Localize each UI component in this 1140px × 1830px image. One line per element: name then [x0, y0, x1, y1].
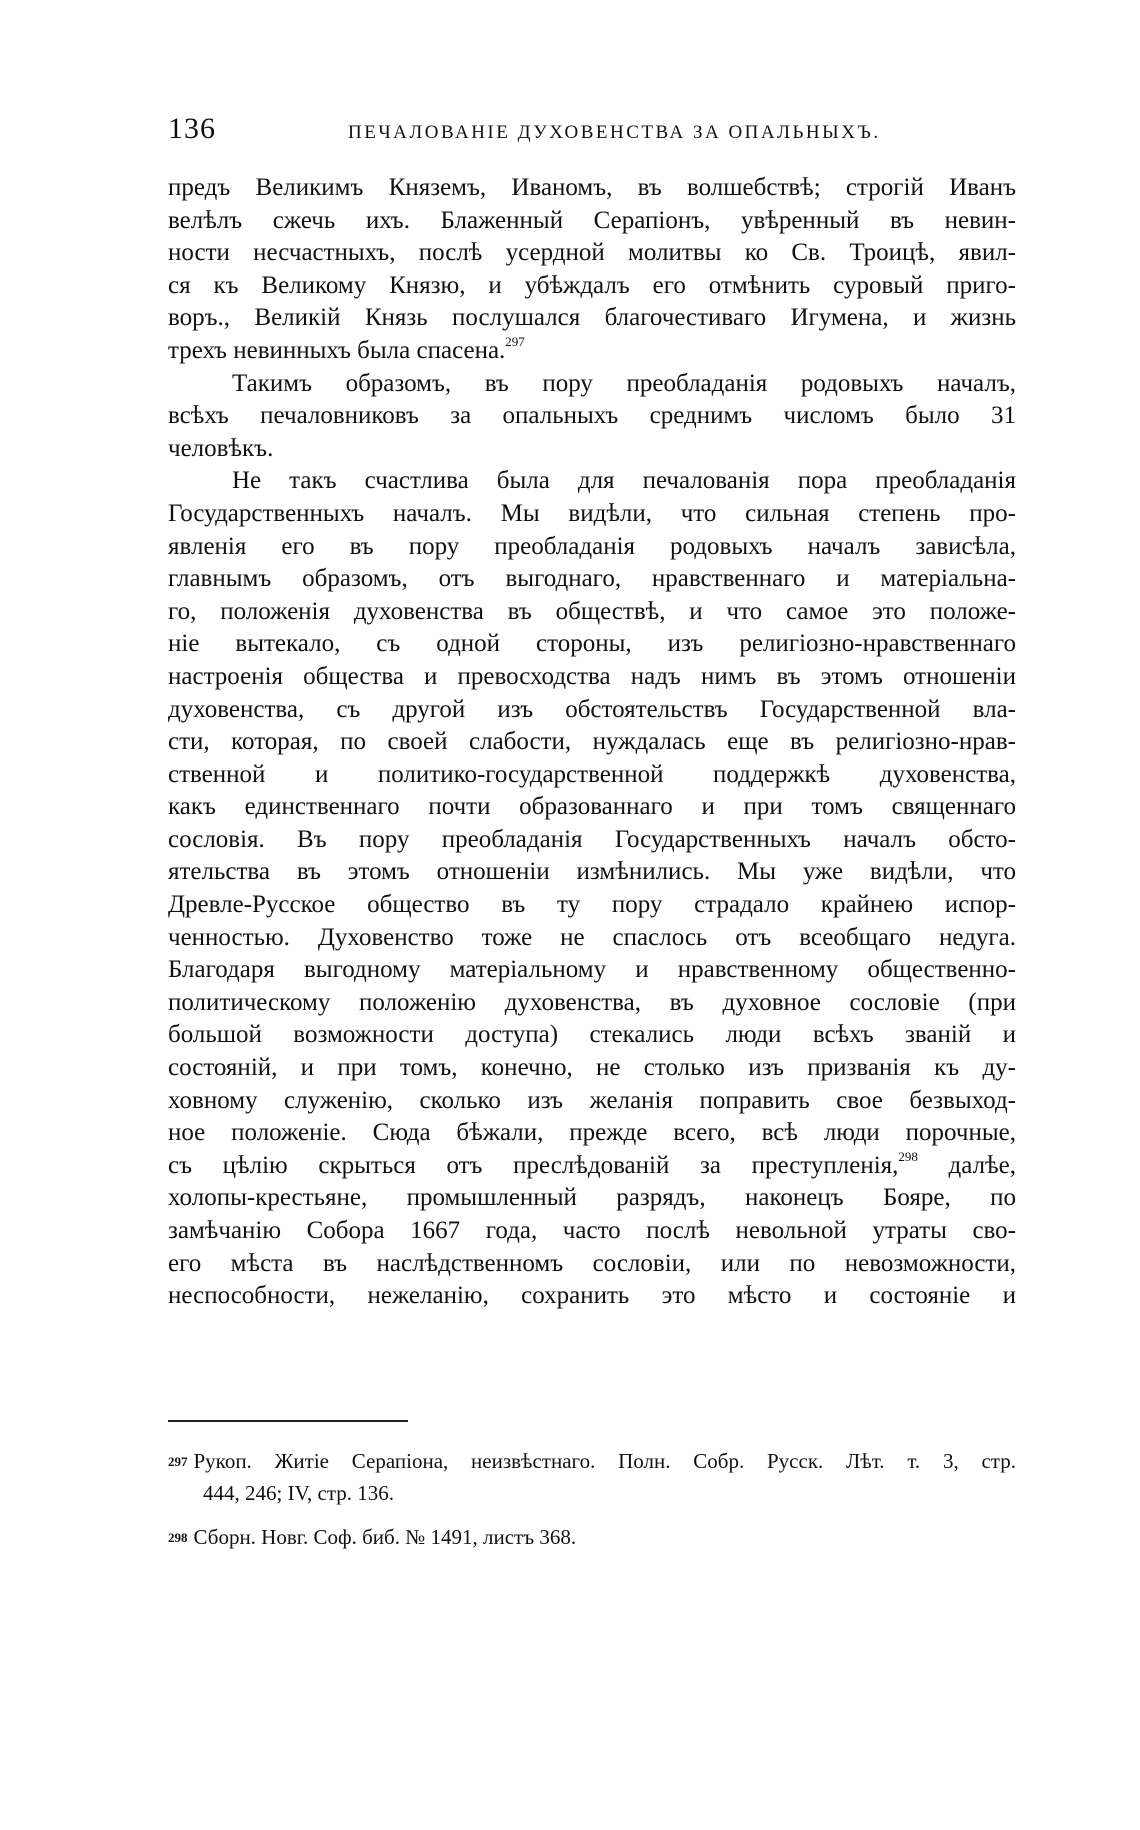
page-number: 136	[168, 112, 216, 145]
line-text-after: далѣе,	[917, 1151, 1016, 1179]
text-line	[168, 987, 1016, 1020]
text-line	[168, 172, 1016, 205]
text-line	[168, 237, 1016, 270]
footnote-text: 444, 246; IV, стр. 136.	[203, 1481, 395, 1505]
text-line	[168, 1182, 1016, 1215]
line-text: Государственныхъ началъ. Мы видѣли, что сильная степень про-	[168, 499, 1016, 527]
text-line	[168, 791, 1016, 824]
text-line	[168, 368, 1016, 401]
footnote-298	[168, 1521, 1016, 1553]
line-text: неспособности, нежеланію, сохранить это мѣсто и состояніе и	[168, 1282, 1016, 1310]
text-line	[168, 270, 1016, 303]
line-text: ченностью. Духовенство тоже не спаслось отъ всеобщаго недуга.	[168, 923, 1016, 951]
text-line	[168, 596, 1016, 629]
line-text: духовенства, съ другой изъ обстоятельствъ Государственной вла-	[168, 695, 1016, 723]
text-line	[168, 694, 1016, 727]
footnote-number: 297	[168, 1454, 188, 1469]
line-text: ности несчастныхъ, послѣ усердной молитвы ко Св. Троицѣ, явил-	[168, 239, 1016, 267]
line-text: воръ., Великій Князь послушался благочестиваго Игумена, и жизнь	[168, 304, 1016, 332]
line-text: трехъ невинныхъ была спасена.	[168, 336, 506, 364]
text-line	[168, 661, 1016, 694]
text-line	[168, 628, 1016, 661]
footnote-separator	[168, 1420, 408, 1422]
footnote-297-line-1	[168, 1445, 1016, 1477]
text-line	[168, 856, 1016, 889]
line-text: ственной и политико-государственной поддержкѣ духовенства,	[168, 760, 1016, 788]
text-line	[168, 433, 1016, 466]
text-line	[168, 400, 1016, 433]
text-line	[168, 1117, 1016, 1150]
footnotes	[168, 1445, 1016, 1553]
text-line	[168, 759, 1016, 792]
line-text: съ цѣлію скрыться отъ преслѣдованій за преступленія,	[168, 1151, 899, 1179]
line-text: человѣкъ.	[168, 434, 274, 462]
text-line	[168, 1150, 1016, 1183]
line-text: ся къ Великому Князю, и убѣждалъ его отмѣнить суровый приго-	[168, 271, 1016, 299]
text-line	[168, 1215, 1016, 1248]
line-text: явленія его въ пору преобладанія родовыхъ началъ зависѣла,	[168, 532, 1016, 560]
line-text: его мѣста въ наслѣдственномъ сословіи, или по невозможности,	[168, 1249, 1016, 1277]
footnote-text: Рукоп. Житіе Серапіона, неизвѣстнаго. Полн. Собр. Русск. Лѣт. т. 3, стр.	[193, 1449, 1016, 1473]
text-line	[168, 726, 1016, 759]
text-line	[168, 1248, 1016, 1281]
line-text: всѣхъ печаловниковъ за опальныхъ среднимъ числомъ было 31	[168, 402, 1016, 430]
line-text: го, положенія духовенства въ обществѣ, и что самое это положе-	[168, 597, 1016, 625]
text-line	[168, 498, 1016, 531]
line-text: Такимъ образомъ, въ пору преобладанія родовыхъ началъ,	[232, 369, 1016, 397]
line-text: Древле-Русское общество въ ту пору страдало крайнею испор-	[168, 891, 1016, 919]
line-text: ятельства въ этомъ отношеніи измѣнились. Мы уже видѣли, что	[168, 858, 1016, 886]
line-text: сословія. Въ пору преобладанія Государственныхъ началъ обсто-	[168, 825, 1016, 853]
line-text: холопы-крестьяне, промышленный разрядъ, наконецъ Бояре, по	[168, 1184, 1016, 1212]
running-title: ПЕЧАЛОВАНІЕ ДУХОВЕНСТВА ЗА ОПАЛЬНЫХЪ.	[348, 122, 881, 143]
footnote-reference: 297	[505, 334, 525, 349]
main-text	[168, 172, 1016, 1313]
footnote-297-line-2	[168, 1477, 1016, 1509]
line-text: велѣлъ сжечь ихъ. Блаженный Серапіонъ, увѣренный въ невин-	[168, 206, 1016, 234]
line-text: ховному служенію, сколько изъ желанія поправить свое безвыход-	[168, 1086, 1016, 1114]
page-header	[168, 112, 1018, 152]
line-text: большой возможности доступа) стекались люди всѣхъ званій и	[168, 1021, 1016, 1049]
line-text: политическому положенію духовенства, въ духовное сословіе (при	[168, 988, 1016, 1016]
text-line	[168, 954, 1016, 987]
line-text: Не такъ счастлива была для печалованія пора преобладанія	[232, 467, 1016, 495]
footnote-number: 298	[168, 1530, 188, 1545]
line-text: ное положеніе. Сюда бѣжали, прежде всего, всѣ люди порочные,	[168, 1119, 1016, 1147]
line-text: сти, которая, по своей слабости, нуждалась еще въ религіозно-нрав-	[168, 728, 1016, 756]
text-line	[168, 531, 1016, 564]
line-text: какъ единственнаго почти образованнаго и при томъ священнаго	[168, 793, 1016, 821]
line-text: предъ Великимъ Княземъ, Иваномъ, въ волшебствѣ; строгій Иванъ	[168, 174, 1016, 201]
text-line	[168, 1052, 1016, 1085]
text-line	[168, 922, 1016, 955]
text-line	[168, 335, 1016, 368]
line-text: замѣчанію Собора 1667 года, часто послѣ невольной утраты сво-	[168, 1217, 1016, 1244]
text-line	[168, 465, 1016, 498]
text-line	[168, 563, 1016, 596]
text-line	[168, 1019, 1016, 1052]
line-text: состояній, и при томъ, конечно, не столько изъ призванія къ ду-	[168, 1054, 1016, 1082]
text-line	[168, 1085, 1016, 1118]
text-line	[168, 205, 1016, 238]
text-line	[168, 302, 1016, 335]
line-text: ніе вытекало, съ одной стороны, изъ религіозно-нравственнаго	[168, 630, 1016, 658]
line-text: главнымъ образомъ, отъ выгоднаго, нравственнаго и матеріальна-	[168, 565, 1016, 593]
line-text: Благодаря выгодному матеріальному и нравственному общественно-	[168, 956, 1016, 984]
footnote-text: Сборн. Новг. Соф. биб. № 1491, листъ 368.	[193, 1525, 577, 1549]
text-line	[168, 889, 1016, 922]
line-text: настроенія общества и превосходства надъ нимъ въ этомъ отношеніи	[168, 662, 1016, 690]
text-line	[168, 1280, 1016, 1313]
footnote-reference: 298	[898, 1149, 918, 1164]
text-line	[168, 824, 1016, 857]
